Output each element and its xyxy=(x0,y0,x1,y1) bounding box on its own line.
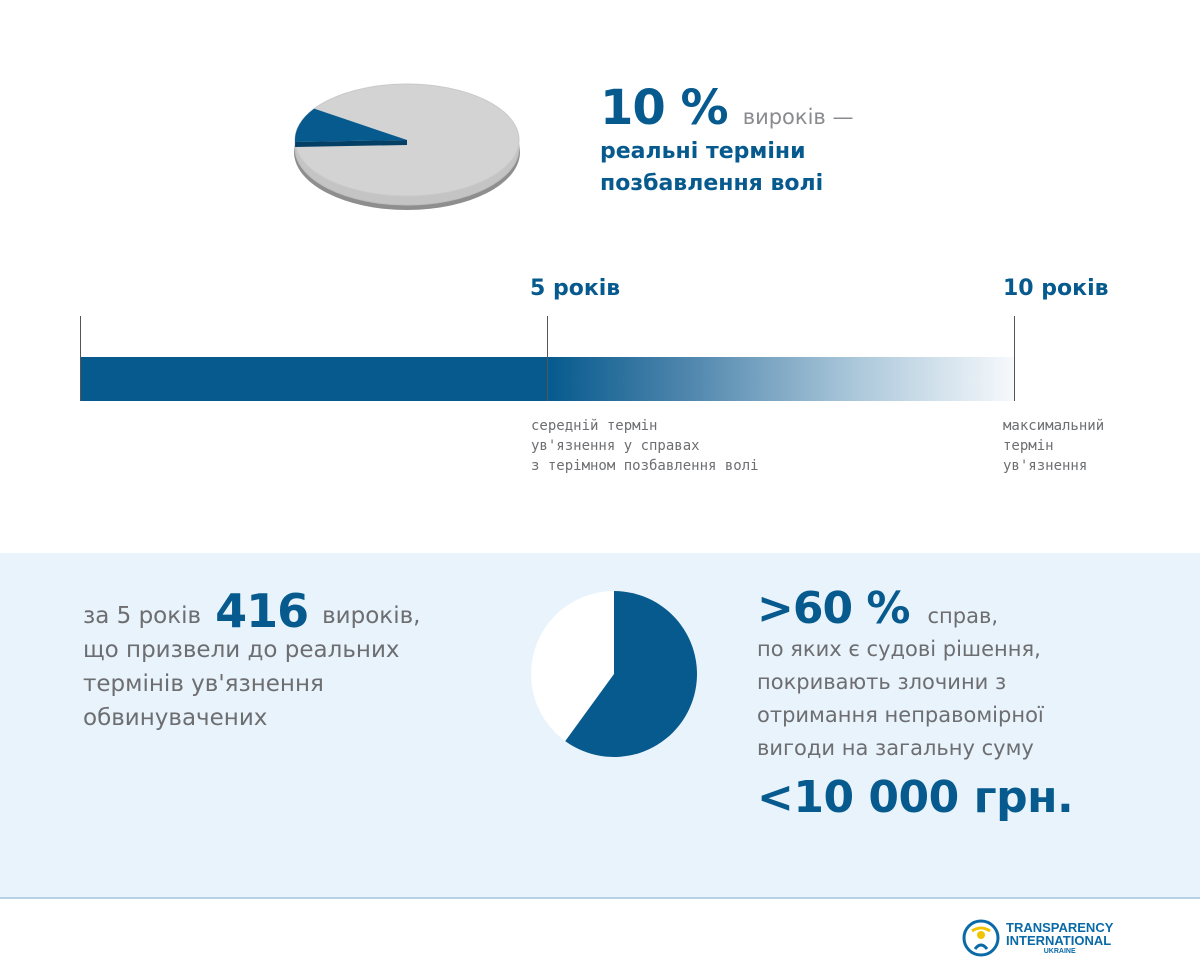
pie-chart-60-percent xyxy=(530,590,698,758)
bar-solid-segment xyxy=(80,357,548,401)
mid-caption-line: ув'язнення у справах xyxy=(531,438,700,454)
end-caption-line: максимальний xyxy=(1003,418,1105,434)
right-sum: <10 000 грн. xyxy=(757,772,1074,823)
left-suffix: вироків, xyxy=(322,603,421,629)
footer-divider xyxy=(0,897,1200,899)
left-prefix: за 5 років xyxy=(83,603,202,629)
top-percent: 10 % xyxy=(600,80,728,136)
left-line4: обвинувачених xyxy=(83,705,268,731)
right-line4: отримання неправомірної xyxy=(757,703,1044,727)
tick-label-10-years: 10 років xyxy=(1003,276,1109,301)
right-block xyxy=(757,583,1074,823)
right-percent: >60 % xyxy=(757,583,910,634)
ti-globe-icon xyxy=(962,919,1000,957)
mid-caption-line: середній термін xyxy=(531,418,658,434)
end-caption-line: ув'язнення xyxy=(1003,458,1088,474)
logo-line3: UKRAINE xyxy=(1043,947,1076,955)
axis-end-line xyxy=(1014,316,1015,401)
bar-gradient-segment xyxy=(548,357,1014,401)
axis-start-line xyxy=(80,316,81,401)
end-caption xyxy=(1003,416,1104,476)
mid-caption xyxy=(531,416,759,476)
top-suffix: вироків — xyxy=(742,105,854,129)
top-line2: реальні терміни xyxy=(600,139,806,164)
transparency-international-logo xyxy=(962,919,1113,957)
axis-mid-line xyxy=(547,316,548,401)
left-line2: що призвели до реальних xyxy=(83,637,400,663)
right-line5: вигоди на загальну суму xyxy=(757,736,1034,760)
end-caption-line: термін xyxy=(1003,438,1054,454)
left-number: 416 xyxy=(215,584,309,638)
tick-label-5-years: 5 років xyxy=(530,276,621,301)
logo-line2: INTERNATIONAL xyxy=(1006,932,1112,948)
left-block xyxy=(83,584,421,735)
top-line3: позбавлення волі xyxy=(600,171,824,196)
top-headline xyxy=(600,80,853,200)
left-line3: термінів ув'язнення xyxy=(83,671,324,697)
pie-chart-10-percent xyxy=(285,70,535,220)
logo-line1: TRANSPARENCY xyxy=(1006,919,1114,935)
right-line2: по яких є судові рішення, xyxy=(757,637,1041,661)
right-suffix: справ, xyxy=(927,604,999,628)
mid-caption-line: з терімном позбавлення волі xyxy=(531,458,759,474)
right-line3: покривають злочини з xyxy=(757,670,1007,694)
